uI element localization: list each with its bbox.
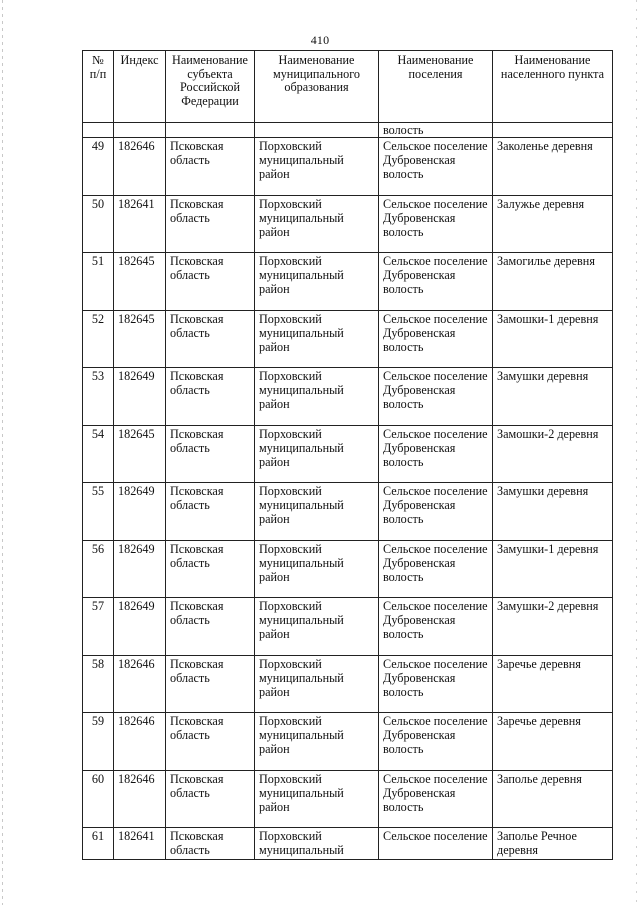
continuation-cell xyxy=(166,123,255,138)
cell-municipality: Порховский муниципальный район xyxy=(255,770,379,828)
cell-settlement: Сельское поселение Дубровенская волость xyxy=(379,655,493,713)
table-header-row xyxy=(83,51,613,123)
cell-settlement: Сельское поселение Дубровенская волость xyxy=(379,138,493,196)
cell-settlement: Сельское поселение Дубровенская волость xyxy=(379,598,493,656)
cell-index: 182646 xyxy=(114,138,166,196)
header-municipality: Наименование муниципального образования xyxy=(255,51,379,123)
table-row xyxy=(83,425,613,483)
cell-number: 49 xyxy=(83,138,114,196)
cell-settlement: Сельское поселение Дубровенская волость xyxy=(379,540,493,598)
cell-region: Псковская область xyxy=(166,310,255,368)
cell-municipality: Порховский муниципальный район xyxy=(255,425,379,483)
table-row xyxy=(83,368,613,426)
cell-number: 56 xyxy=(83,540,114,598)
cell-number: 57 xyxy=(83,598,114,656)
header-locality: Наименование населенного пункта xyxy=(493,51,613,123)
cell-index: 182646 xyxy=(114,655,166,713)
continuation-settlement: волость xyxy=(379,123,493,138)
cell-locality: Замушки-2 деревня xyxy=(493,598,613,656)
cell-locality: Замушки-1 деревня xyxy=(493,540,613,598)
cell-index: 182646 xyxy=(114,770,166,828)
cell-municipality: Порховский муниципальный район xyxy=(255,310,379,368)
table-row xyxy=(83,253,613,311)
cell-index: 182649 xyxy=(114,540,166,598)
cell-municipality: Порховский муниципальный район xyxy=(255,138,379,196)
header-settlement: Наименование поселения xyxy=(379,51,493,123)
cell-index: 182645 xyxy=(114,310,166,368)
cell-region: Псковская область xyxy=(166,598,255,656)
cell-region: Псковская область xyxy=(166,138,255,196)
cell-region: Псковская область xyxy=(166,828,255,860)
cell-region: Псковская область xyxy=(166,195,255,253)
cell-number: 55 xyxy=(83,483,114,541)
continuation-cell xyxy=(83,123,114,138)
cell-settlement: Сельское поселение Дубровенская волость xyxy=(379,253,493,311)
table-row xyxy=(83,138,613,196)
cell-number: 59 xyxy=(83,713,114,771)
cell-municipality: Порховский муниципальный район xyxy=(255,483,379,541)
cell-index: 182641 xyxy=(114,828,166,860)
cell-region: Псковская область xyxy=(166,253,255,311)
cell-number: 61 xyxy=(83,828,114,860)
table-row xyxy=(83,483,613,541)
cell-index: 182649 xyxy=(114,483,166,541)
header-index: Индекс xyxy=(114,51,166,123)
cell-index: 182645 xyxy=(114,425,166,483)
cell-number: 53 xyxy=(83,368,114,426)
table-row xyxy=(83,598,613,656)
cell-region: Псковская область xyxy=(166,483,255,541)
cell-settlement: Сельское поселение Дубровенская волость xyxy=(379,310,493,368)
cell-municipality: Порховский муниципальный район xyxy=(255,195,379,253)
cell-index: 182649 xyxy=(114,598,166,656)
cell-locality: Замушки деревня xyxy=(493,368,613,426)
cell-locality: Заполье Речное деревня xyxy=(493,828,613,860)
continuation-cell xyxy=(255,123,379,138)
table-body xyxy=(83,123,613,860)
cell-locality: Замогилье деревня xyxy=(493,253,613,311)
cell-number: 58 xyxy=(83,655,114,713)
cell-municipality: Порховский муниципальный район xyxy=(255,540,379,598)
cell-locality: Замошки-1 деревня xyxy=(493,310,613,368)
scan-edge-left xyxy=(2,0,3,905)
table-row xyxy=(83,655,613,713)
cell-index: 182646 xyxy=(114,713,166,771)
table-row xyxy=(83,713,613,771)
cell-region: Псковская область xyxy=(166,425,255,483)
cell-region: Псковская область xyxy=(166,540,255,598)
cell-municipality: Порховский муниципальный район xyxy=(255,598,379,656)
cell-number: 50 xyxy=(83,195,114,253)
cell-locality: Залужье деревня xyxy=(493,195,613,253)
cell-number: 60 xyxy=(83,770,114,828)
table-row xyxy=(83,310,613,368)
table-row xyxy=(83,540,613,598)
cell-region: Псковская область xyxy=(166,770,255,828)
continuation-row xyxy=(83,123,613,138)
localities-table xyxy=(82,50,613,860)
table-row xyxy=(83,770,613,828)
cell-settlement: Сельское поселение Дубровенская волость xyxy=(379,483,493,541)
cell-locality: Замушки деревня xyxy=(493,483,613,541)
header-region: Наименование субъекта Российской Федерации xyxy=(166,51,255,123)
cell-region: Псковская область xyxy=(166,713,255,771)
cell-number: 51 xyxy=(83,253,114,311)
cell-settlement: Сельское поселение Дубровенская волость xyxy=(379,770,493,828)
cell-settlement: Сельское поселение Дубровенская волость xyxy=(379,368,493,426)
header-number: № п/п xyxy=(83,51,114,123)
cell-municipality: Порховский муниципальный район xyxy=(255,253,379,311)
cell-settlement: Сельское поселение Дубровенская волость xyxy=(379,425,493,483)
cell-index: 182641 xyxy=(114,195,166,253)
cell-municipality: Порховский муниципальный район xyxy=(255,655,379,713)
page-number: 410 xyxy=(310,33,330,47)
cell-municipality: Порховский муниципальный район xyxy=(255,368,379,426)
cell-locality: Заколенье деревня xyxy=(493,138,613,196)
cell-number: 52 xyxy=(83,310,114,368)
cell-municipality: Порховский муниципальный xyxy=(255,828,379,860)
cell-region: Псковская область xyxy=(166,368,255,426)
cell-index: 182645 xyxy=(114,253,166,311)
cell-locality: Заречье деревня xyxy=(493,713,613,771)
cell-locality: Заполье деревня xyxy=(493,770,613,828)
cell-locality: Заречье деревня xyxy=(493,655,613,713)
continuation-cell xyxy=(493,123,613,138)
cell-settlement: Сельское поселение Дубровенская волость xyxy=(379,195,493,253)
table-row xyxy=(83,195,613,253)
cell-locality: Замошки-2 деревня xyxy=(493,425,613,483)
cell-settlement: Сельское поселение xyxy=(379,828,493,860)
table-row xyxy=(83,828,613,860)
cell-index: 182649 xyxy=(114,368,166,426)
cell-region: Псковская область xyxy=(166,655,255,713)
cell-number: 54 xyxy=(83,425,114,483)
cell-municipality: Порховский муниципальный район xyxy=(255,713,379,771)
scan-edge-right xyxy=(636,0,637,905)
cell-settlement: Сельское поселение Дубровенская волость xyxy=(379,713,493,771)
continuation-cell xyxy=(114,123,166,138)
